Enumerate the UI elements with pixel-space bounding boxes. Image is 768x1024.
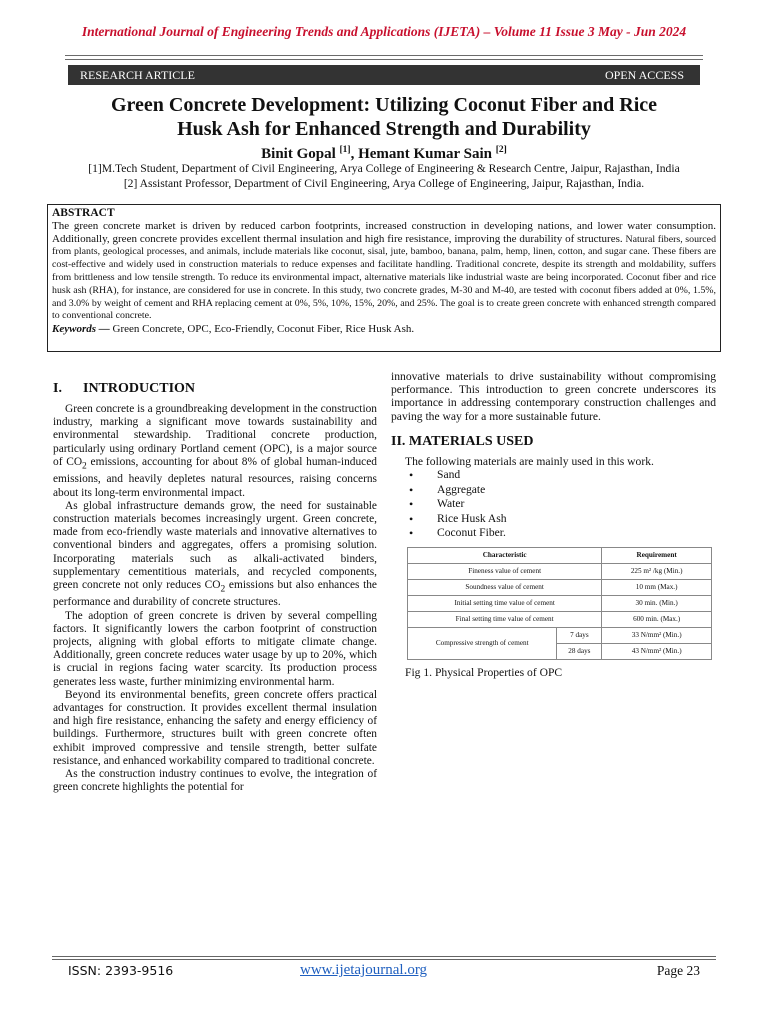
- opc-properties-table: [407, 547, 712, 660]
- table-cell: Soundness value of cement: [408, 579, 602, 595]
- table-header: Requirement: [602, 547, 712, 563]
- subscript: 2: [82, 461, 87, 472]
- journal-header: International Journal of Engineering Trends and Applications (IJETA) – Volume 11 Issue 3 May - Jun 2024: [81, 24, 687, 39]
- abstract-box: [47, 204, 721, 352]
- table-row: [408, 595, 712, 611]
- paragraph: innovative materials to drive sustainability without compromising performance. This introduction to green concrete underscores its importance in addressing contemporary construction challenges and paving the way for a more sustainable future.: [391, 370, 716, 423]
- materials-list: [405, 468, 716, 541]
- keywords-text: Green Concrete, OPC, Eco-Friendly, Coconut Fiber, Rice Husk Ash.: [112, 323, 415, 336]
- table-cell: 7 days: [557, 627, 602, 643]
- table-cell: 600 min. (Max.): [602, 611, 712, 627]
- abstract-label: ABSTRACT: [52, 207, 115, 219]
- section-heading-materials: II. MATERIALS USED: [391, 433, 534, 449]
- paper-title-line: Green Concrete Development: Utilizing Coconut Fiber and Rice: [110, 94, 658, 116]
- footer-rule: [52, 959, 716, 960]
- abstract-text: Natural fibers, sourced from plants, geological processes, and animals, include materials like coconut, sisal, jute, bamboo, banana, palm, hemp, linen, cotton, and sugar cane. These fibers are cost-effective and widely used in construction materials to reduce expenses and facilitate handling. Traditional concrete, despite its strength and moldability, suffers from brittleness and low tensile strength. To reduce its environmental impact, alternative materials like industrial waste are being incorporated. Coconut fiber and rice husk ash (RHA), for instance, are considered for use in concrete. In this study, two concrete grades, M-30 and M-40, are tested with coconut fibers added at 0%, 1.5%, and 3.0% by weight of cement and RHA replacing cement at 0%, 5%, 10%, 15%, 20%, and 25%. The goal is to create green concrete with enhanced strength compared to conventional concrete.: [52, 233, 717, 322]
- paragraph: As global infrastructure demands grow, the need for sustainable construction materials becomes increasingly urgent. Green concrete, made from eco-friendly waste materials and innovative alternatives to conventional binders and aggregates, offers a promising solution. Incorporating materials such as alkali-activated binders, supplementary cementitious materials, and recycled components, green concrete not only reduces $CO_2$ emissions but also enhances the performance and durability of concrete structures.: [53, 499, 377, 609]
- paragraph: The adoption of green concrete is driven by several compelling factors. It significantly lowers the carbon footprint of construction projects, aligning with global efforts to mitigate climate change. Additionally, green concrete reduces water usage by up to 20%, which is crucial in regions facing water scarcity. Its production process generates less waste, further minimizing environmental harm.: [53, 609, 377, 688]
- author-list: [0, 141, 768, 163]
- page-number: Page 23: [656, 963, 700, 978]
- author-name: Binit Gopal: [261, 146, 336, 162]
- section-number: I.: [53, 381, 62, 396]
- table-cell: 30 min. (Min.): [602, 595, 712, 611]
- header-rule: [65, 59, 703, 60]
- paper-title-line: Husk Ash for Enhanced Strength and Durability: [177, 118, 591, 140]
- table-row: [408, 611, 712, 627]
- table-row: [408, 579, 712, 595]
- page-footer: [68, 963, 700, 981]
- table-cell: Fineness value of cement: [408, 563, 602, 579]
- open-access-label: OPEN ACCESS: [604, 67, 684, 82]
- author-ref: [2]: [495, 145, 507, 155]
- paragraph: Green concrete is a groundbreaking development in the construction industry, marking a significant move towards sustainability and environmental stewardship. Traditional concrete production, particularly using ordinary Portland cement (OPC), is a major source of $CO_2$ emissions, accounting for about 8% of global human-induced emissions, and heavily depletes natural resources, raising concerns about its long-term environmental impact.: [53, 403, 377, 499]
- footer-rule: [52, 956, 716, 957]
- table-header-row: [408, 547, 712, 563]
- list-item: • Water: [405, 497, 716, 512]
- table-header: Characteristic: [408, 547, 602, 563]
- author-name: Hemant Kumar Sain: [358, 146, 492, 162]
- header-rule: [65, 55, 703, 56]
- table-row: [408, 563, 712, 579]
- article-type-bar: [68, 65, 700, 85]
- table-cell: 225 m² /kg (Min.): [602, 563, 712, 579]
- table-cell: Initial setting time value of cement: [408, 595, 602, 611]
- section-title: INTRODUCTION: [83, 381, 196, 396]
- abstract-text: The green concrete market is driven by reduced carbon footprints, increased construction in developing nations, and lower water consumption. Additionally, green concrete provides excellent thermal insulation and high fire resistance, improving the durability of structures.: [52, 219, 716, 245]
- figure-caption: Fig 1. Physical Properties of OPC: [405, 665, 563, 679]
- paper-title: [40, 93, 728, 141]
- paragraph: Beyond its environmental benefits, green concrete offers practical advantages for construction. It provides excellent thermal insulation and high fire resistance, enhancing the safety and energy efficiency of buildings. Furthermore, structures built with green concrete often exhibit improved compressive and tensile strength, better sulfate resistance, and enhanced workability compared to traditional concrete.: [53, 688, 377, 767]
- paragraph: As the construction industry continues to evolve, the integration of green concrete highlights the potential for: [53, 768, 377, 794]
- affiliation: [1]M.Tech Student, Department of Civil Engineering, Arya College of Engineering & Research Centre, Jaipur, Rajasthan, India: [88, 162, 680, 175]
- journal-website-link[interactable]: www.ijetajournal.org: [300, 962, 428, 978]
- keywords-label: Keywords —: [52, 323, 110, 336]
- list-item: • Aggregate: [405, 483, 716, 498]
- author-ref: [1]: [339, 145, 351, 155]
- table-cell: 43 N/mm² (Min.): [602, 643, 712, 659]
- table-cell: Compressive strength of cement: [408, 627, 557, 659]
- keywords: [52, 323, 716, 336]
- list-item: • Sand: [405, 468, 716, 483]
- subscript: 2: [220, 584, 226, 595]
- materials-intro: The following materials are mainly used in this work.: [405, 454, 654, 468]
- left-column: [53, 380, 377, 794]
- table-row: [408, 627, 712, 643]
- author-separator: ,: [350, 146, 359, 162]
- table-cell: Final setting time value of cement: [408, 611, 602, 627]
- right-column: [391, 370, 716, 679]
- section-heading-introduction: [53, 380, 377, 398]
- table-cell: 33 N/mm² (Min.): [602, 627, 712, 643]
- affiliation: [2] Assistant Professor, Department of Civil Engineering, Arya College of Engineering, Jaipur, Rajasthan, India.: [123, 177, 645, 190]
- article-type-label: RESEARCH ARTICLE: [80, 67, 195, 82]
- list-item: • Coconut Fiber.: [405, 526, 716, 541]
- issn-label: ISSN: 2393-9516: [68, 963, 174, 978]
- list-item: • Rice Husk Ash: [405, 512, 716, 527]
- table-cell: 10 mm (Max.): [602, 579, 712, 595]
- table-cell: 28 days: [557, 643, 602, 659]
